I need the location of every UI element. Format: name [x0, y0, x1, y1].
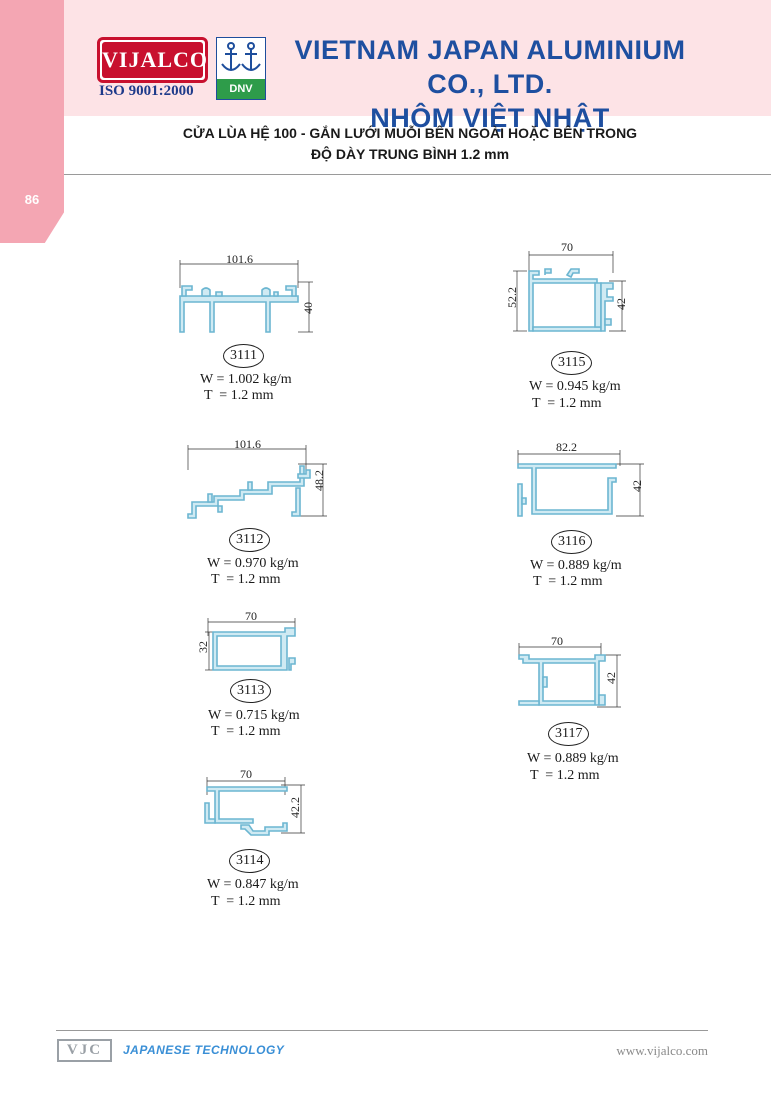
profile-3113-thickness: T = 1.2 mm	[211, 724, 281, 739]
profile-3117-weight: W = 0.889 kg/m	[527, 751, 619, 766]
profile-3111-width: 101.6	[226, 252, 253, 266]
profile-3115-width: 70	[561, 240, 573, 254]
sidebar-band	[0, 0, 64, 175]
profile-3111-thickness: T = 1.2 mm	[204, 388, 274, 403]
title-line-1: CỬA LÙA HỆ 100 - GẮN LƯỚI MUỖI BÊN NGOÀI HOẶC BÊN TRONG	[182, 125, 638, 141]
profile-3113-height: 32	[196, 641, 210, 653]
page-tab	[0, 175, 64, 243]
profile-3114-weight: W = 0.847 kg/m	[207, 877, 299, 892]
profile-3112-height: 48.2	[312, 470, 326, 491]
title-line-2: ĐỘ DÀY TRUNG BÌNH 1.2 mm	[310, 146, 510, 162]
profile-3112-thickness: T = 1.2 mm	[211, 572, 281, 587]
profile-3115-height: 52.2	[505, 287, 519, 308]
profile-3115-drawing	[505, 245, 630, 340]
profile-3117-width: 70	[551, 634, 563, 648]
profile-3112-width: 101.6	[234, 437, 261, 451]
profile-3117-height: 42	[604, 672, 618, 684]
profile-3112-code: 3112	[229, 528, 270, 552]
profile-3116-width: 82.2	[556, 440, 577, 454]
profile-3111-code: 3111	[223, 344, 264, 368]
company-name	[270, 33, 710, 135]
profile-3113-weight: W = 0.715 kg/m	[208, 708, 300, 723]
iso-certification: ISO 9001:2000	[99, 83, 194, 99]
profile-3114-code: 3114	[229, 849, 270, 873]
profile-3116-weight: W = 0.889 kg/m	[530, 558, 622, 573]
profile-3115-weight: W = 0.945 kg/m	[529, 379, 621, 394]
page-title	[120, 123, 700, 165]
footer-tagline: JAPANESE TECHNOLOGY	[123, 1043, 285, 1057]
footer-divider	[56, 1030, 708, 1031]
profile-3117-code: 3117	[548, 722, 589, 746]
profile-3111-weight: W = 1.002 kg/m	[200, 372, 292, 387]
footer-logo: VJC	[57, 1039, 112, 1062]
profile-3114-width: 70	[240, 767, 252, 781]
page-number: 86	[24, 192, 40, 207]
profile-3115-code: 3115	[551, 351, 592, 375]
dnv-cert-logo	[216, 37, 266, 100]
profile-3115-inner-height: 42	[614, 298, 628, 310]
header-divider	[64, 174, 771, 175]
profile-3112-drawing	[178, 440, 333, 525]
company-name-en: VIETNAM JAPAN ALUMINIUM CO., LTD.	[294, 35, 686, 99]
profile-3116-thickness: T = 1.2 mm	[533, 574, 603, 589]
profile-3112-weight: W = 0.970 kg/m	[207, 556, 299, 571]
profile-3116-code: 3116	[551, 530, 592, 554]
vijalco-logo	[97, 37, 208, 83]
dnv-label: DNV	[217, 79, 265, 99]
profile-3114-height: 42.2	[288, 797, 302, 818]
profile-3114-thickness: T = 1.2 mm	[211, 894, 281, 909]
profile-3113-code: 3113	[230, 679, 271, 703]
profile-3111-height: 40	[301, 302, 315, 314]
company-name-vi: NHÔM VIỆT NHẬT	[370, 103, 610, 133]
footer-url[interactable]: www.vijalco.com	[616, 1043, 708, 1058]
profile-3116-drawing	[512, 440, 647, 520]
profile-3113-width: 70	[245, 609, 257, 623]
profile-3115-thickness: T = 1.2 mm	[532, 396, 602, 411]
anchor-icon	[217, 38, 265, 80]
profile-3116-height: 42	[630, 480, 644, 492]
profile-3117-thickness: T = 1.2 mm	[530, 768, 600, 783]
logo-text: VIJALCO	[102, 42, 203, 78]
